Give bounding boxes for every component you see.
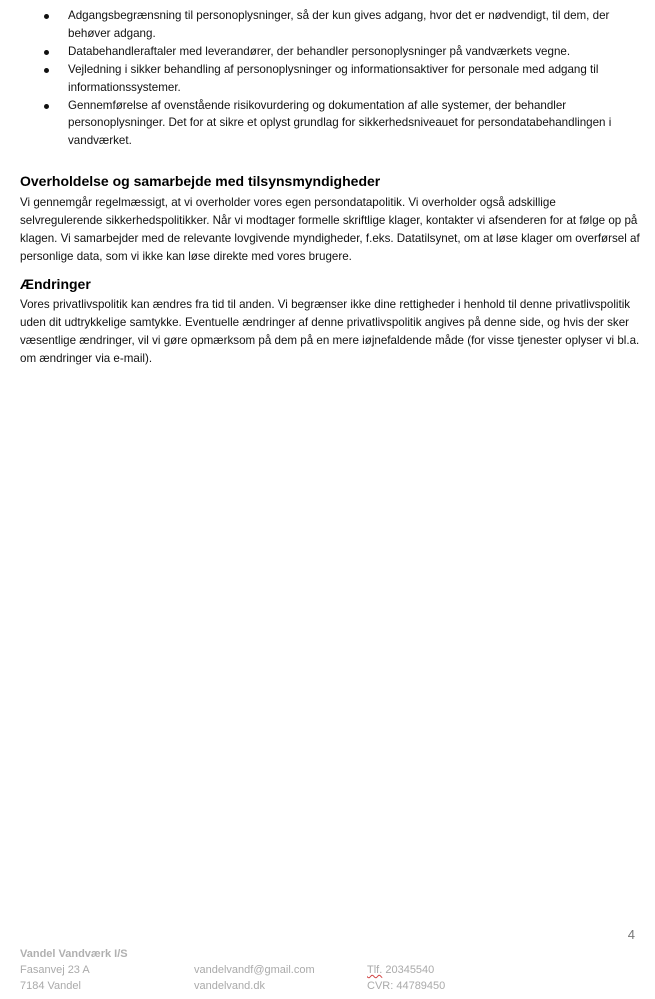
section-heading-compliance: Overholdelse og samarbejde med tilsynsmyndigheder bbox=[20, 173, 381, 189]
bullet-text: Vejledning i sikker behandling af personoplysninger og informationsaktiver for personale med adgang til informationssystemer. bbox=[68, 62, 599, 94]
footer-phone-label: Tlf. bbox=[367, 964, 383, 976]
bullet-icon bbox=[44, 14, 49, 19]
list-item bbox=[44, 61, 644, 96]
footer-phone-number: 20345540 bbox=[385, 964, 435, 976]
bullet-text: Databehandleraftaler med leverandører, der behandler personoplysninger på vandværkets vegne. bbox=[68, 44, 571, 58]
page-footer bbox=[20, 946, 640, 994]
list-item bbox=[44, 43, 644, 61]
footer-address-line1: Fasanvej 23 A bbox=[20, 964, 90, 976]
section-heading-changes: Ændringer bbox=[20, 276, 91, 292]
list-item bbox=[44, 7, 644, 42]
footer-email: vandelvandf@gmail.com bbox=[194, 964, 315, 976]
footer-company: Vandel Vandværk I/S bbox=[20, 948, 128, 960]
bullet-text: Gennemførelse af ovenstående risikovurdering og dokumentation af alle systemer, der behandler personoplysninger. Det for at sikre et oplyst grundlag for sikkerhedsniveauet for persondatabehandlingen i vandværket. bbox=[68, 98, 612, 147]
bullet-icon bbox=[44, 50, 49, 55]
list-item bbox=[44, 97, 644, 150]
section-body-changes: Vores privatlivspolitik kan ændres fra tid til anden. Vi begrænser ikke dine rettigheder i henhold til denne privatlivspolitik uden dit udtrykkelige samtykke. Eventuelle ændringer af denne privatlivspolitik angives på denne side, og hvis der sker væsentlige ændringer, vil vi gøre opmærksom på dem på en mere iøjnefaldende måde (for visse tjenester oplyser vi bl.a. om ændringer via e-mail). bbox=[20, 298, 640, 365]
footer-address-line2: 7184 Vandel bbox=[20, 980, 81, 992]
bullet-text: Adgangsbegrænsning til personoplysninger, så der kun gives adgang, hvor det er nødvendigt, til dem, der behøver adgang. bbox=[68, 9, 610, 40]
bullet-icon bbox=[44, 104, 49, 109]
section-body-compliance: Vi gennemgår regelmæssigt, at vi overholder vores egen persondatapolitik. Vi overholder også adskillige selvregulerende sikkerhedspolitikker. Når vi modtager formelle skriftlige klager, kontakter vi afsenderen for at følge op på klagen. Vi samarbejder med de relevante lovgivende myndigheder, f.eks. Datatilsynet, om at løse klager om overførsel af personlige data, som vi ikke kan løse direkte med vores brugere. bbox=[20, 196, 640, 263]
bullet-list bbox=[44, 7, 644, 150]
footer-cvr: CVR: 44789450 bbox=[367, 980, 446, 992]
footer-phone bbox=[367, 962, 434, 978]
bullet-icon bbox=[44, 68, 49, 73]
footer-website: vandelvand.dk bbox=[194, 980, 265, 992]
page-number: 4 bbox=[627, 927, 635, 942]
